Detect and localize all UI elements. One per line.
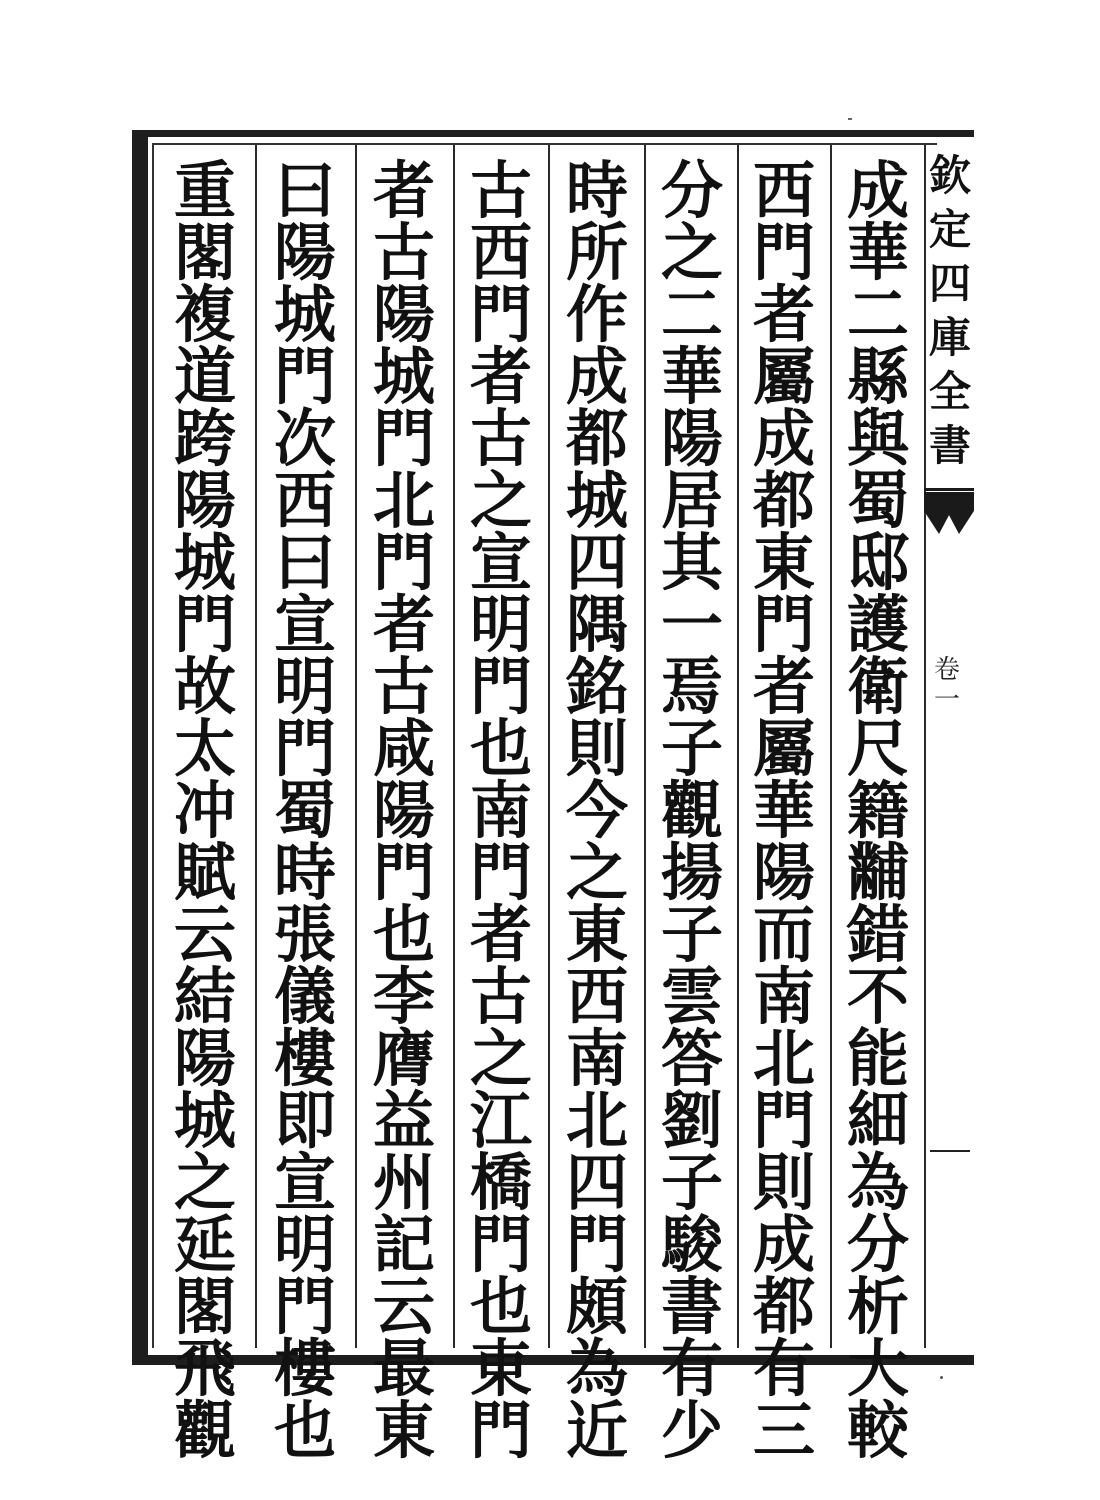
text-character: 門 (469, 650, 532, 723)
text-character: 次 (273, 402, 336, 475)
text-character: 陽 (752, 836, 815, 909)
text-character: 北 (372, 464, 435, 537)
book-title (928, 150, 972, 472)
text-character: 焉 (660, 650, 723, 723)
text-character: 者 (469, 340, 532, 413)
text-character: 樓 (273, 1022, 336, 1095)
text-character: 邸 (846, 526, 909, 599)
text-character: 子 (660, 898, 723, 971)
text-character: 李 (372, 960, 435, 1033)
text-character: 少 (660, 1394, 723, 1467)
text-column-4 (555, 154, 639, 1467)
text-character: 儀 (273, 960, 336, 1033)
text-character: 陽 (173, 1022, 236, 1095)
text-character: 東 (372, 1394, 435, 1467)
text-character: 云 (173, 898, 236, 971)
text-column-1 (836, 154, 920, 1467)
text-character: 縣 (846, 340, 909, 413)
volume-character: 卷 (934, 655, 961, 685)
text-character: 陽 (273, 216, 336, 289)
text-character: 頗 (565, 1270, 628, 1343)
text-character: 都 (565, 402, 628, 475)
text-character: 門 (173, 588, 236, 661)
text-character: 陽 (173, 464, 236, 537)
text-character: 門 (469, 836, 532, 909)
column-divider (355, 145, 357, 1348)
text-character: 門 (372, 402, 435, 475)
text-character: 蜀 (846, 464, 909, 537)
text-character: 飛 (173, 1332, 236, 1405)
text-character: 之 (660, 216, 723, 289)
text-character: 咸 (372, 712, 435, 785)
text-character: 其 (660, 526, 723, 599)
text-character: 者 (752, 278, 815, 351)
text-character: 西 (752, 154, 815, 227)
text-character: 城 (173, 526, 236, 599)
text-character: 之 (173, 1146, 236, 1219)
text-character: 也 (469, 712, 532, 785)
text-character: 四 (565, 1146, 628, 1219)
text-character: 雲 (660, 960, 723, 1033)
text-character: 太 (173, 712, 236, 785)
text-character: 門 (372, 526, 435, 599)
text-character: 門 (273, 340, 336, 413)
text-character: 者 (752, 650, 815, 723)
text-character: 有 (660, 1332, 723, 1405)
text-character: 門 (372, 836, 435, 909)
text-character: 西 (469, 216, 532, 289)
text-character: 南 (469, 774, 532, 847)
text-character: 南 (752, 960, 815, 1033)
text-character: 北 (752, 1022, 815, 1095)
text-character: 門 (752, 1084, 815, 1157)
text-character: 結 (173, 960, 236, 1033)
text-character: 故 (173, 650, 236, 723)
text-character: 古 (469, 402, 532, 475)
text-character: 錯 (846, 898, 909, 971)
text-character: 時 (273, 836, 336, 909)
text-character: 成 (752, 402, 815, 475)
text-character: 宣 (469, 526, 532, 599)
text-character: 門 (469, 1394, 532, 1467)
title-character: 欽 (928, 151, 971, 200)
text-character: 則 (565, 712, 628, 785)
text-character: 曰 (273, 526, 336, 599)
text-character: 成 (565, 340, 628, 413)
text-character: 隅 (565, 588, 628, 661)
text-character: 古 (469, 154, 532, 227)
text-character: 宣 (273, 1146, 336, 1219)
text-character: 即 (273, 1084, 336, 1157)
text-character: 有 (752, 1332, 815, 1405)
text-character: 陽 (372, 774, 435, 847)
text-character: 與 (846, 402, 909, 475)
column-divider (830, 145, 832, 1348)
text-character: 樓 (273, 1332, 336, 1405)
text-character: 華 (752, 774, 815, 847)
text-character: 膺 (372, 1022, 435, 1095)
text-character: 都 (752, 1270, 815, 1343)
text-character: 閣 (173, 216, 236, 289)
text-character: 觀 (173, 1394, 236, 1467)
text-character: 子 (660, 1146, 723, 1219)
text-character: 答 (660, 1022, 723, 1095)
text-character: 為 (565, 1332, 628, 1405)
inner-border-left (152, 143, 154, 1348)
text-character: 橋 (469, 1146, 532, 1219)
text-character: 西 (273, 464, 336, 537)
text-character: 華 (660, 340, 723, 413)
text-character: 東 (565, 898, 628, 971)
text-character: 四 (565, 526, 628, 599)
text-character: 明 (273, 1208, 336, 1281)
text-character: 分 (660, 154, 723, 227)
text-character: 明 (469, 588, 532, 661)
volume-label (934, 655, 960, 715)
scan-speck (848, 118, 852, 120)
text-character: 門 (273, 1270, 336, 1343)
text-character: 成 (846, 154, 909, 227)
title-character: 書 (928, 421, 971, 470)
text-character: 近 (565, 1394, 628, 1467)
text-character: 者 (372, 588, 435, 661)
column-divider (644, 145, 646, 1348)
text-character: 之 (469, 1022, 532, 1095)
text-character: 屬 (752, 340, 815, 413)
text-character: 記 (372, 1208, 435, 1281)
text-character: 之 (469, 464, 532, 537)
text-character: 大 (846, 1332, 909, 1405)
text-character: 子 (660, 712, 723, 785)
scan-speck (940, 1376, 943, 1379)
text-character: 則 (752, 1146, 815, 1219)
text-character: 曰 (273, 154, 336, 227)
volume-character: 一 (934, 685, 961, 715)
text-character: 城 (273, 278, 336, 351)
text-character: 者 (372, 154, 435, 227)
text-character: 東 (752, 526, 815, 599)
text-character: 益 (372, 1084, 435, 1157)
text-character: 細 (846, 1084, 909, 1157)
text-column-7 (263, 154, 347, 1467)
text-character: 成 (752, 1208, 815, 1281)
text-character: 古 (372, 216, 435, 289)
text-character: 屬 (752, 712, 815, 785)
text-character: 觀 (660, 774, 723, 847)
text-character: 張 (273, 898, 336, 971)
text-character: 護 (846, 588, 909, 661)
text-character: 閣 (173, 1270, 236, 1343)
title-character: 四 (928, 259, 971, 308)
title-character: 定 (928, 205, 971, 254)
text-character: 書 (660, 1270, 723, 1343)
text-character: 三 (752, 1394, 815, 1467)
text-character: 今 (565, 774, 628, 847)
text-character: 析 (846, 1270, 909, 1343)
text-character: 劉 (660, 1084, 723, 1157)
text-character: 而 (752, 898, 815, 971)
text-column-8 (163, 154, 247, 1467)
text-character: 跨 (173, 402, 236, 475)
text-character: 門 (469, 278, 532, 351)
text-character: 城 (372, 340, 435, 413)
column-divider (255, 145, 257, 1348)
text-character: 籍 (846, 774, 909, 847)
text-character: 尺 (846, 712, 909, 785)
text-character: 不 (846, 960, 909, 1033)
text-character: 時 (565, 154, 628, 227)
text-character: 揚 (660, 836, 723, 909)
text-character: 道 (173, 340, 236, 413)
text-column-5 (459, 154, 543, 1467)
text-character: 城 (173, 1084, 236, 1157)
margin-rule (930, 1150, 970, 1152)
text-character: 者 (469, 898, 532, 971)
text-character: 也 (273, 1394, 336, 1467)
text-column-6 (362, 154, 446, 1467)
text-character: 明 (273, 650, 336, 723)
text-character: 城 (565, 464, 628, 537)
text-character: 門 (273, 712, 336, 785)
text-character: 也 (372, 898, 435, 971)
text-character: 云 (372, 1270, 435, 1343)
text-character: 北 (565, 1084, 628, 1157)
text-character: 宣 (273, 588, 336, 661)
text-character: 東 (469, 1332, 532, 1405)
text-character: 南 (565, 1022, 628, 1095)
text-character: 所 (565, 216, 628, 289)
text-character: 陽 (660, 402, 723, 475)
text-character: 最 (372, 1332, 435, 1405)
column-divider (737, 145, 739, 1348)
text-character: 江 (469, 1084, 532, 1157)
title-character: 全 (928, 367, 971, 416)
text-character: 賦 (173, 836, 236, 909)
text-character: 二 (846, 278, 909, 351)
text-character: 二 (660, 278, 723, 351)
text-character: 古 (469, 960, 532, 1033)
text-character: 作 (565, 278, 628, 351)
text-character: 之 (565, 836, 628, 909)
text-character: 州 (372, 1146, 435, 1219)
text-character: 古 (372, 650, 435, 723)
text-character: 一 (660, 588, 723, 661)
text-character: 冲 (173, 774, 236, 847)
column-divider (548, 145, 550, 1348)
text-character: 門 (752, 588, 815, 661)
inner-border-top (152, 143, 937, 145)
text-character: 分 (846, 1208, 909, 1281)
text-character: 都 (752, 464, 815, 537)
text-character: 居 (660, 464, 723, 537)
text-character: 西 (565, 960, 628, 1033)
text-character: 華 (846, 216, 909, 289)
text-character: 駿 (660, 1208, 723, 1281)
text-character: 黼 (846, 836, 909, 909)
text-character: 複 (173, 278, 236, 351)
text-character: 重 (173, 154, 236, 227)
text-character: 銘 (565, 650, 628, 723)
text-character: 門 (469, 1208, 532, 1281)
title-character: 庫 (928, 313, 971, 362)
text-character: 門 (752, 216, 815, 289)
text-character: 較 (846, 1394, 909, 1467)
column-divider (453, 145, 455, 1348)
text-character: 也 (469, 1270, 532, 1343)
text-character: 延 (173, 1208, 236, 1281)
text-character: 衛 (846, 650, 909, 723)
fish-tail-rule (924, 488, 974, 491)
text-character: 陽 (372, 278, 435, 351)
text-character: 蜀 (273, 774, 336, 847)
text-character: 門 (565, 1208, 628, 1281)
text-column-3 (650, 154, 734, 1467)
text-column-2 (742, 154, 826, 1467)
text-character: 能 (846, 1022, 909, 1095)
text-character: 為 (846, 1146, 909, 1219)
